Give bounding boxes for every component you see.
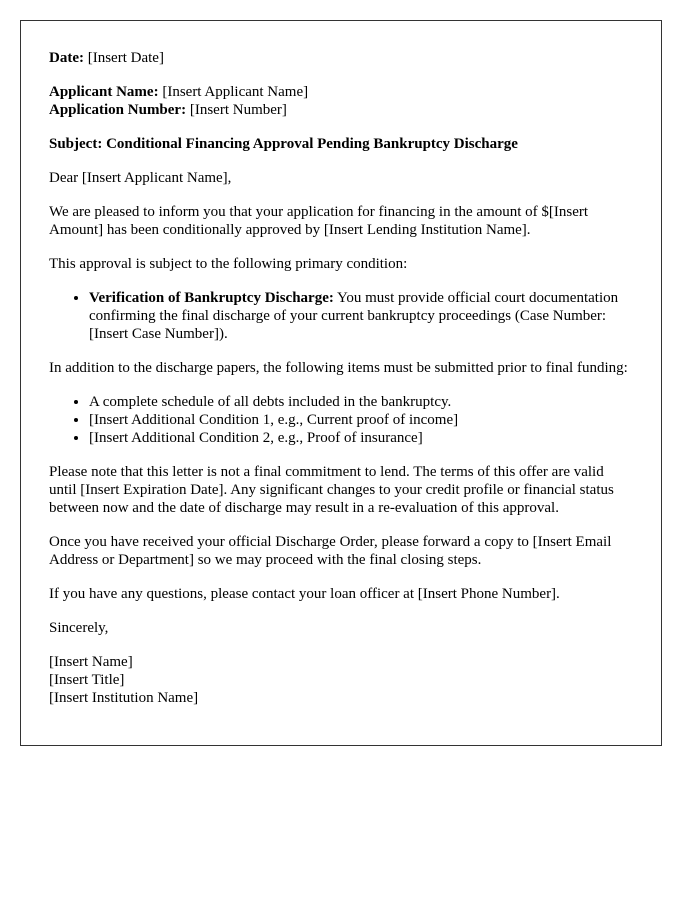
paragraph-condition-intro: This approval is subject to the following primary condition: — [49, 256, 408, 272]
signature-block: [Insert Name] [Insert Title] [Insert Institution Name] — [49, 654, 199, 706]
paragraph-terms: Please note that this letter is not a final commitment to lend. The terms of this offer are valid until [Insert Expiration Date]. Any significant changes to your credit profile or financial status between now and the date of discharge may result in a re-evaluation of this approval. — [49, 464, 614, 516]
date-line: Date: [Insert Date] — [49, 50, 164, 66]
applicant-info: Applicant Name: [Insert Applicant Name] Application Number: [Insert Number] — [49, 84, 309, 118]
list-item: • [Insert Additional Condition 1, e.g., Current proof of income] — [89, 411, 633, 429]
subject-line: Subject: Conditional Financing Approval Pending Bankruptcy Discharge — [49, 136, 518, 152]
paragraph-approval: We are pleased to inform you that your application for financing in the amount of $[Insert Amount] has been conditionally approved by [Insert Lending Institution Name]. — [49, 204, 589, 238]
closing: Sincerely, — [49, 620, 109, 636]
list-item: • [Insert Additional Condition 2, e.g., Proof of insurance] — [89, 429, 633, 447]
letter — [20, 20, 662, 746]
list-item: • Verification of Bankruptcy Discharge: You must provide official court documentation confirming the final discharge of your current bankruptcy proceedings (Case Number: [Insert Case Number]). — [89, 289, 633, 343]
paragraph-contact: If you have any questions, please contact your loan officer at [Insert Phone Number]. — [49, 586, 560, 602]
primary-condition-list — [49, 289, 633, 343]
paragraph-discharge-order: Once you have received your official Discharge Order, please forward a copy to [Insert Email Address or Department] so we may proceed with the final closing steps. — [49, 534, 612, 568]
list-item: • A complete schedule of all debts included in the bankruptcy. — [89, 393, 633, 411]
greeting: Dear [Insert Applicant Name], — [49, 170, 232, 186]
paragraph-additional-items: In addition to the discharge papers, the following items must be submitted prior to final funding: — [49, 360, 628, 376]
additional-items-list — [49, 393, 633, 447]
